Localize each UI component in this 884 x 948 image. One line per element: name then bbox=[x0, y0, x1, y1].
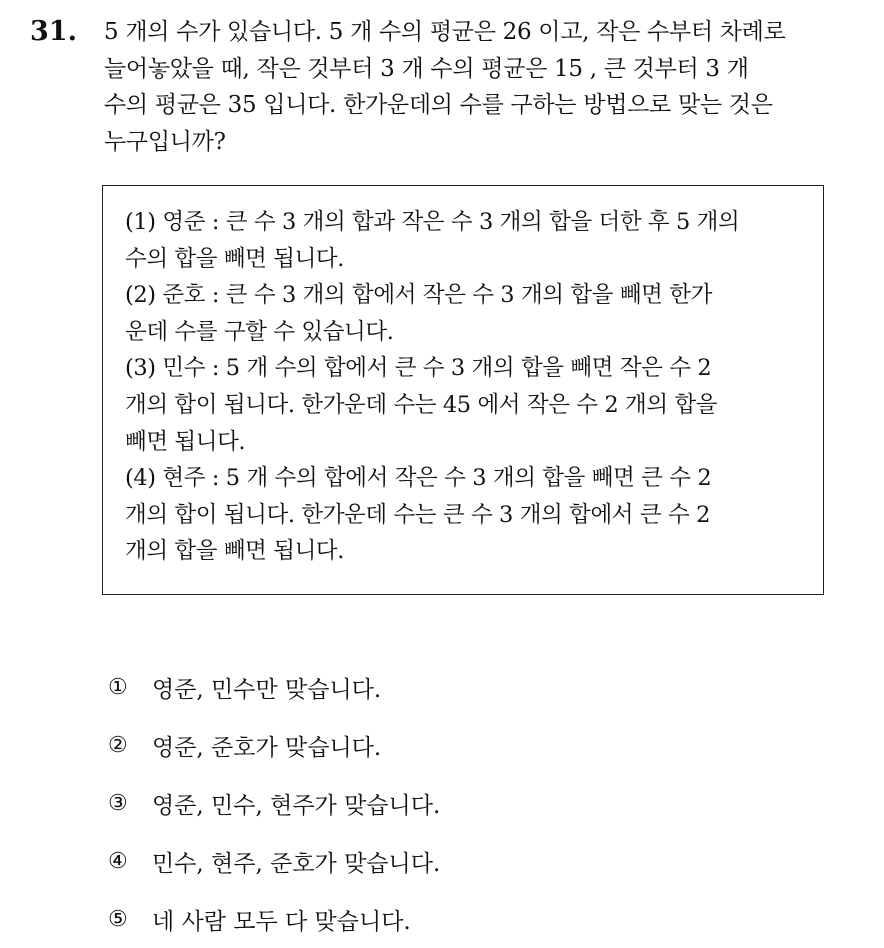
statement-line: 개의 합이 됩니다. 한가운데 수는 45 에서 작은 수 2 개의 합을 bbox=[125, 391, 718, 418]
choice-number: ④ bbox=[108, 848, 128, 874]
statement-line: (2) 준호 : 큰 수 3 개의 합에서 작은 수 3 개의 합을 빼면 한가 bbox=[125, 282, 712, 309]
choice-text: 민수, 현주, 준호가 맞습니다. bbox=[152, 850, 441, 877]
choice-1[interactable] bbox=[108, 658, 440, 716]
choice-2[interactable] bbox=[108, 716, 440, 774]
statement-line: 운데 수를 구할 수 있습니다. bbox=[125, 318, 394, 345]
choice-text: 영준, 준호가 맞습니다. bbox=[152, 734, 382, 761]
question-line: 5 개의 수가 있습니다. 5 개 수의 평균은 26 이고, 작은 수부터 차례로 bbox=[104, 19, 786, 45]
question-line: 수의 평균은 35 입니다. 한가운데의 수를 구하는 방법으로 맞는 것은 bbox=[104, 92, 773, 118]
statement-line: 개의 합이 됩니다. 한가운데 수는 큰 수 3 개의 합에서 큰 수 2 bbox=[125, 501, 710, 528]
statements-content bbox=[125, 204, 815, 570]
statement-line: 빼면 됩니다. bbox=[125, 428, 246, 455]
statements-box bbox=[102, 185, 824, 595]
question-line: 늘어놓았을 때, 작은 것부터 3 개 수의 평균은 15 , 큰 것부터 3 개 bbox=[104, 55, 749, 82]
question-stem bbox=[104, 14, 864, 160]
statement-line: (3) 민수 : 5 개 수의 합에서 큰 수 3 개의 합을 빼면 작은 수 2 bbox=[125, 355, 712, 382]
answer-choices bbox=[108, 658, 440, 948]
choice-number: ② bbox=[108, 732, 128, 758]
choice-text: 영준, 민수, 현주가 맞습니다. bbox=[152, 792, 441, 819]
statement-line: (1) 영준 : 큰 수 3 개의 합과 작은 수 3 개의 합을 더한 후 5 개의 bbox=[125, 209, 740, 235]
choice-text: 영준, 민수만 맞습니다. bbox=[152, 676, 382, 703]
choice-4[interactable] bbox=[108, 832, 440, 890]
choice-number: ① bbox=[108, 674, 128, 700]
choice-3[interactable] bbox=[108, 774, 440, 832]
choice-number: ⑤ bbox=[108, 906, 128, 932]
statement-line: 수의 합을 빼면 됩니다. bbox=[125, 245, 345, 272]
choice-text: 네 사람 모두 다 맞습니다. bbox=[152, 908, 411, 935]
question-line: 누구입니까? bbox=[104, 128, 226, 155]
choice-number: ③ bbox=[108, 790, 128, 816]
question-number: 31. bbox=[30, 16, 77, 47]
statement-line: 개의 합을 빼면 됩니다. bbox=[125, 538, 345, 565]
statement-line: (4) 현주 : 5 개 수의 합에서 작은 수 3 개의 합을 빼면 큰 수 2 bbox=[125, 465, 712, 492]
choice-5[interactable] bbox=[108, 890, 440, 948]
